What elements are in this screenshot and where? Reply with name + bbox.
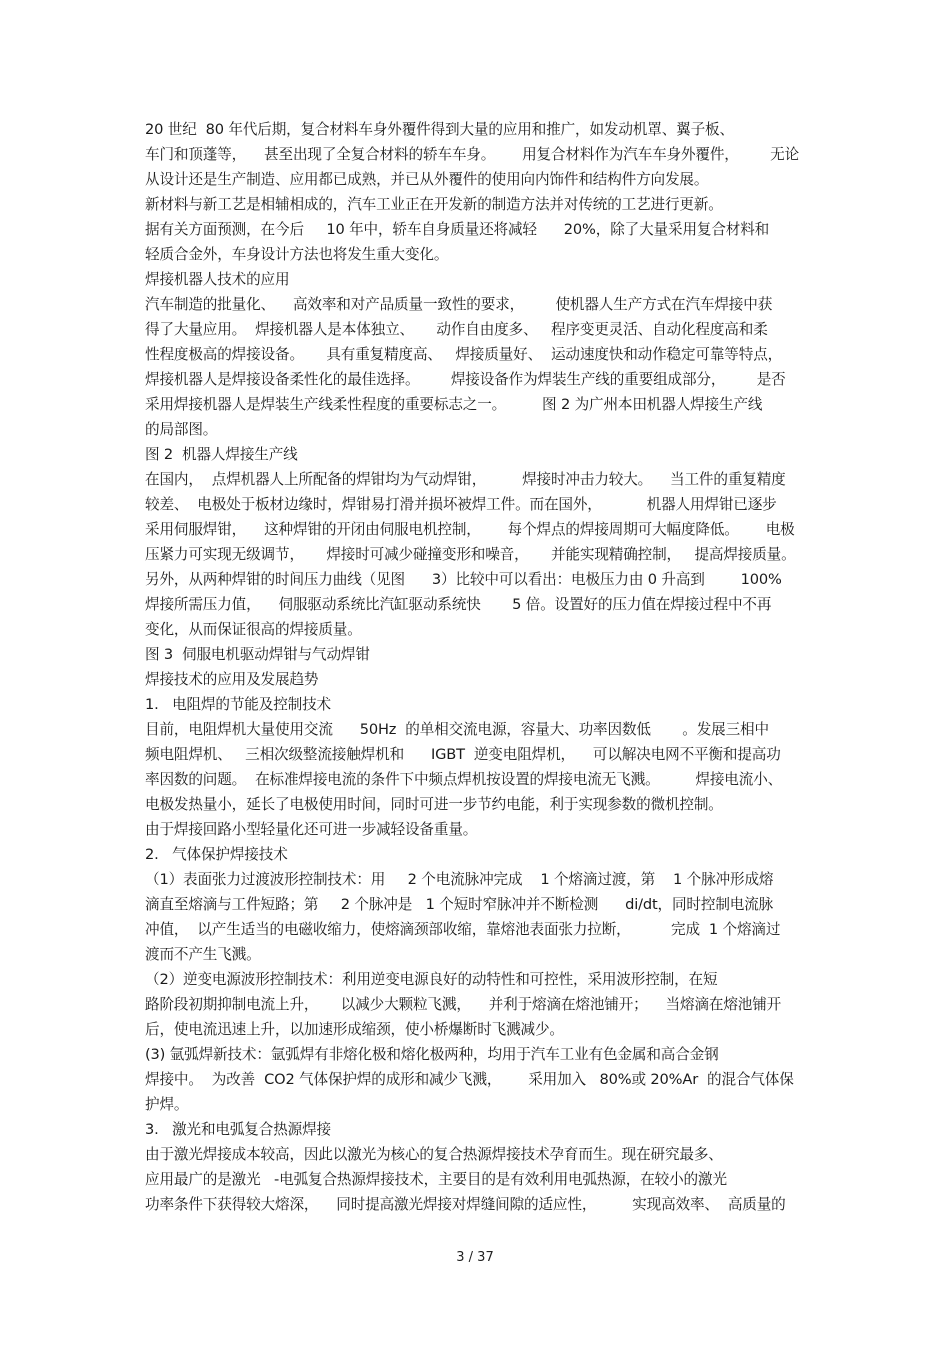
text-line: 率因数的问题。 在标准焊接电流的条件下中频点焊机按设置的焊接电流无飞溅。 焊接电流小、 <box>145 771 783 788</box>
page-number: 3 / 37 <box>456 1250 494 1265</box>
text-line: 焊接所需压力值， 伺服驱动系统比汽缸驱动系统快 5 倍。设置好的压力值在焊接过程中不再 <box>145 596 772 613</box>
text-line: 由于焊接回路小型轻量化还可进一步减轻设备重量。 <box>145 821 478 838</box>
text-line: 焊接技术的应用及发展趋势 <box>145 671 319 688</box>
text-line: 汽车制造的批量化、 高效率和对产品质量一致性的要求， 使机器人生产方式在汽车焊接中获 <box>145 296 773 313</box>
text-line: 采用焊接机器人是焊装生产线柔性程度的重要标志之一。 图 2 为广州本田机器人焊接生产线 <box>145 396 763 413</box>
text-line: （2）逆变电源波形控制技术：利用逆变电源良好的动特性和可控性，采用波形控制，在短 <box>145 971 718 988</box>
text-line: 压紧力可实现无级调节， 焊接时可减少碰撞变形和噪音， 并能实现精确控制， 提高焊接质量。 <box>145 546 796 563</box>
text-line: 变化，从而保证很高的焊接质量。 <box>145 621 362 638</box>
text-line: 3. 激光和电弧复合热源焊接 <box>145 1121 331 1138</box>
text-line: 由于激光焊接成本较高，因此以激光为核心的复合热源焊接技术孕育而生。现在研究最多、 <box>145 1146 723 1163</box>
text-line: 焊接机器人技术的应用 <box>145 271 290 288</box>
text-line: (3) 氩弧焊新技术：氩弧焊有非熔化极和熔化极两种，均用于汽车工业有色金属和高合金钢 <box>145 1046 719 1063</box>
text-line: 新材料与新工艺是相辅相成的，汽车工业正在开发新的制造方法并对传统的工艺进行更新。 <box>145 196 723 213</box>
text-line: 轻质合金外，车身设计方法也将发生重大变化。 <box>145 246 449 263</box>
text-line: （1）表面张力过渡波形控制技术：用 2 个电流脉冲完成 1 个熔滴过渡，第 1 个脉冲形成熔 <box>145 871 774 888</box>
text-line: 焊接中。 为改善 CO2 气体保护焊的成形和减少飞溅， 采用加入 80%或 20%Ar 的混合气体保 <box>145 1071 794 1088</box>
text-line: 据有关方面预测，在今后 10 年中，轿车自身质量还将减轻 20%，除了大量采用复合材料和 <box>145 221 770 238</box>
text-line: 采用伺服焊钳， 这种焊钳的开闭由伺服电机控制， 每个焊点的焊接周期可大幅度降低。 电极 <box>145 521 795 538</box>
text-line: 焊接机器人是焊接设备柔性化的最佳选择。 焊接设备作为焊装生产线的重要组成部分， 是否 <box>145 371 786 388</box>
text-line: 滴直至熔滴与工件短路；第 2 个脉冲是 1 个短时窄脉冲并不断检测 di/dt，同时控制电流脉 <box>145 896 774 913</box>
text-line: 频电阻焊机、 三相次级整流接触焊机和 IGBT 逆变电阻焊机， 可以解决电网不平衡和提高功 <box>145 746 781 763</box>
text-line: 路阶段初期抑制电流上升， 以减少大颗粒飞溅， 并利于熔滴在熔池铺开； 当熔滴在熔池铺开 <box>145 996 782 1013</box>
text-line: 较差、 电极处于板材边缘时，焊钳易打滑并损坏被焊工件。而在国外， 机器人用焊钳已逐步 <box>145 496 777 513</box>
text-line: 20 世纪 80 年代后期，复合材料车身外覆件得到大量的应用和推广，如发动机罩、翼子板、 <box>145 121 734 138</box>
text-line: 渡而不产生飞溅。 <box>145 946 261 963</box>
text-line: 目前，电阻焊机大量使用交流 50Hz 的单相交流电源，容量大、功率因数低 。发展三相中 <box>145 721 769 738</box>
text-line: 应用最广的是激光 -电弧复合热源焊接技术，主要目的是有效利用电弧热源，在较小的激光 <box>145 1171 727 1188</box>
text-line: 2. 气体保护焊接技术 <box>145 846 288 863</box>
text-line: 图 3 伺服电机驱动焊钳与气动焊钳 <box>145 646 370 663</box>
text-line: 在国内， 点焊机器人上所配备的焊钳均为气动焊钳， 焊接时冲击力较大。 当工件的重复精度 <box>145 471 786 488</box>
text-line: 图 2 机器人焊接生产线 <box>145 446 298 463</box>
text-line: 的局部图。 <box>145 421 218 438</box>
text-line: 从设计还是生产制造、应用都已成熟，并已从外覆件的使用向内饰件和结构件方向发展。 <box>145 171 709 188</box>
text-line: 功率条件下获得较大熔深， 同时提高激光焊接对焊缝间隙的适应性， 实现高效率、 高质量的 <box>145 1196 786 1213</box>
document-body <box>145 117 810 1217</box>
text-line: 护焊。 <box>145 1096 189 1113</box>
text-line: 1. 电阻焊的节能及控制技术 <box>145 696 331 713</box>
text-line: 车门和顶蓬等， 甚至出现了全复合材料的轿车车身。 用复合材料作为汽车车身外覆件， 无论 <box>145 146 800 163</box>
text-line: 电极发热量小，延长了电极使用时间，同时可进一步节约电能，利于实现参数的微机控制。 <box>145 796 723 813</box>
text-line: 后，使电流迅速上升，以加速形成缩颈，使小桥爆断时飞溅减少。 <box>145 1021 564 1038</box>
text-line: 性程度极高的焊接设备。 具有重复精度高、 焊接质量好、 运动速度快和动作稳定可靠等特点， <box>145 346 783 363</box>
text-line: 冲值， 以产生适当的电磁收缩力，使熔滴颈部收缩，靠熔池表面张力拉断， 完成 1 个熔滴过 <box>145 921 781 938</box>
text-line: 得了大量应用。 焊接机器人是本体独立、 动作自由度多、 程序变更灵活、自动化程度高和柔 <box>145 321 768 338</box>
text-line: 另外，从两种焊钳的时间压力曲线（见图 3）比较中可以看出：电极压力由 0 升高到 100% <box>145 571 782 588</box>
